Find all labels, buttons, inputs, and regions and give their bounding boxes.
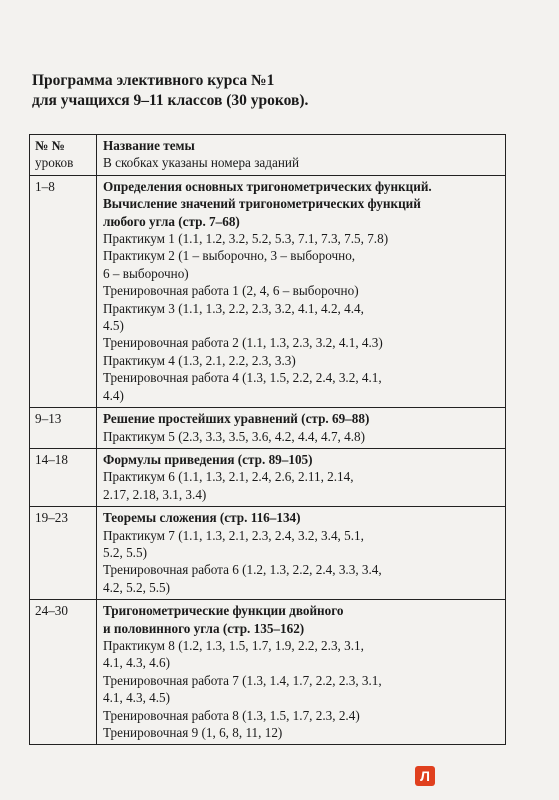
assignment-line: 4.1, 4.3, 4.5) bbox=[103, 690, 171, 706]
header-topic-line-2: В скобках указаны номера заданий bbox=[103, 155, 300, 171]
assignment-line: Тренировочная работа 7 (1.3, 1.4, 1.7, 2.2, 2.3, 3.1, bbox=[103, 672, 382, 688]
topic-cell bbox=[97, 408, 506, 449]
table-row bbox=[30, 175, 506, 407]
assignment-line: Практикум 5 (2.3, 3.3, 3.5, 3.6, 4.2, 4.4, 4.7, 4.8) bbox=[103, 428, 366, 444]
assignment-line: Тренировочная работа 1 (2, 4, 6 – выборочно) bbox=[103, 283, 359, 299]
assignment-line: 2.17, 2.18, 3.1, 3.4) bbox=[103, 486, 207, 502]
topic-cell bbox=[97, 507, 506, 600]
lesson-range: 14–18 bbox=[30, 448, 97, 506]
assignment-line: Тренировочная работа 6 (1.2, 1.3, 2.2, 2.4, 3.3, 3.4, bbox=[103, 562, 382, 578]
assignment-line: 6 – выборочно) bbox=[103, 265, 189, 281]
topic-title-line: и половинного угла (стр. 135–162) bbox=[103, 620, 305, 636]
header-lesson-numbers bbox=[30, 135, 97, 176]
topic-title-line: Тригонометрические функции двойного bbox=[103, 603, 344, 619]
topic-cell bbox=[97, 175, 506, 407]
course-program-table bbox=[29, 134, 506, 745]
assignment-line: Практикум 1 (1.1, 1.2, 3.2, 5.2, 5.3, 7.1, 7.3, 7.5, 7.8) bbox=[103, 231, 389, 247]
assignment-line: Тренировочная работа 4 (1.3, 1.5, 2.2, 2.4, 3.2, 4.1, bbox=[103, 370, 382, 386]
lesson-range: 9–13 bbox=[30, 408, 97, 449]
assignment-line: 4.2, 5.2, 5.5) bbox=[103, 579, 171, 595]
assignment-line: Тренировочная работа 8 (1.3, 1.5, 1.7, 2.3, 2.4) bbox=[103, 707, 360, 723]
table-row bbox=[30, 600, 506, 745]
topic-title-line: Вычисление значений тригонометрических функций bbox=[103, 196, 421, 212]
assignment-line: 4.4) bbox=[103, 387, 124, 403]
topic-cell bbox=[97, 448, 506, 506]
assignment-line: 4.5) bbox=[103, 318, 124, 334]
table-row bbox=[30, 448, 506, 506]
assignment-line: Практикум 2 (1 – выборочно, 3 – выборочно, bbox=[103, 248, 356, 264]
lesson-range: 1–8 bbox=[30, 175, 97, 407]
assignment-line: Практикум 7 (1.1, 1.3, 2.1, 2.3, 2.4, 3.2, 3.4, 5.1, bbox=[103, 527, 364, 543]
topic-title-line: Определения основных тригонометрических функций. bbox=[103, 178, 432, 194]
assignment-line: Практикум 8 (1.2, 1.3, 1.5, 1.7, 1.9, 2.2, 2.3, 3.1, bbox=[103, 637, 364, 653]
header-num-line-1: № № bbox=[35, 138, 65, 153]
lesson-range: 24–30 bbox=[30, 600, 97, 745]
assignment-line: Практикум 4 (1.3, 2.1, 2.2, 2.3, 3.3) bbox=[103, 352, 296, 368]
title-line-2: для учащихся 9–11 классов (30 уроков). bbox=[32, 92, 309, 109]
assignment-line: 5.2, 5.5) bbox=[103, 544, 147, 560]
lesson-range: 19–23 bbox=[30, 507, 97, 600]
topic-title-line: любого угла (стр. 7–68) bbox=[103, 213, 240, 229]
assignment-line: Практикум 3 (1.1, 1.3, 2.2, 2.3, 3.2, 4.1, 4.2, 4.4, bbox=[103, 300, 364, 316]
topic-cell bbox=[97, 600, 506, 745]
header-num-line-2: уроков bbox=[35, 155, 74, 171]
header-topic-line-1: Название темы bbox=[103, 138, 195, 153]
publisher-logo-icon: Л bbox=[415, 766, 435, 786]
topic-title-line: Решение простейших уравнений (стр. 69–88) bbox=[103, 411, 370, 427]
title-line-1: Программа элективного курса №1 bbox=[32, 72, 275, 89]
header-topic bbox=[97, 135, 506, 176]
table-row bbox=[30, 408, 506, 449]
topic-title-line: Формулы приведения (стр. 89–105) bbox=[103, 451, 313, 467]
table-header-row bbox=[30, 135, 506, 176]
assignment-line: Тренировочная 9 (1, 6, 8, 11, 12) bbox=[103, 725, 283, 740]
table-row bbox=[30, 507, 506, 600]
page-title bbox=[32, 71, 532, 111]
assignment-line: Практикум 6 (1.1, 1.3, 2.1, 2.4, 2.6, 2.11, 2.14, bbox=[103, 469, 354, 485]
topic-title-line: Теоремы сложения (стр. 116–134) bbox=[103, 510, 301, 526]
assignment-line: 4.1, 4.3, 4.6) bbox=[103, 655, 171, 671]
assignment-line: Тренировочная работа 2 (1.1, 1.3, 2.3, 3.2, 4.1, 4.3) bbox=[103, 335, 383, 351]
